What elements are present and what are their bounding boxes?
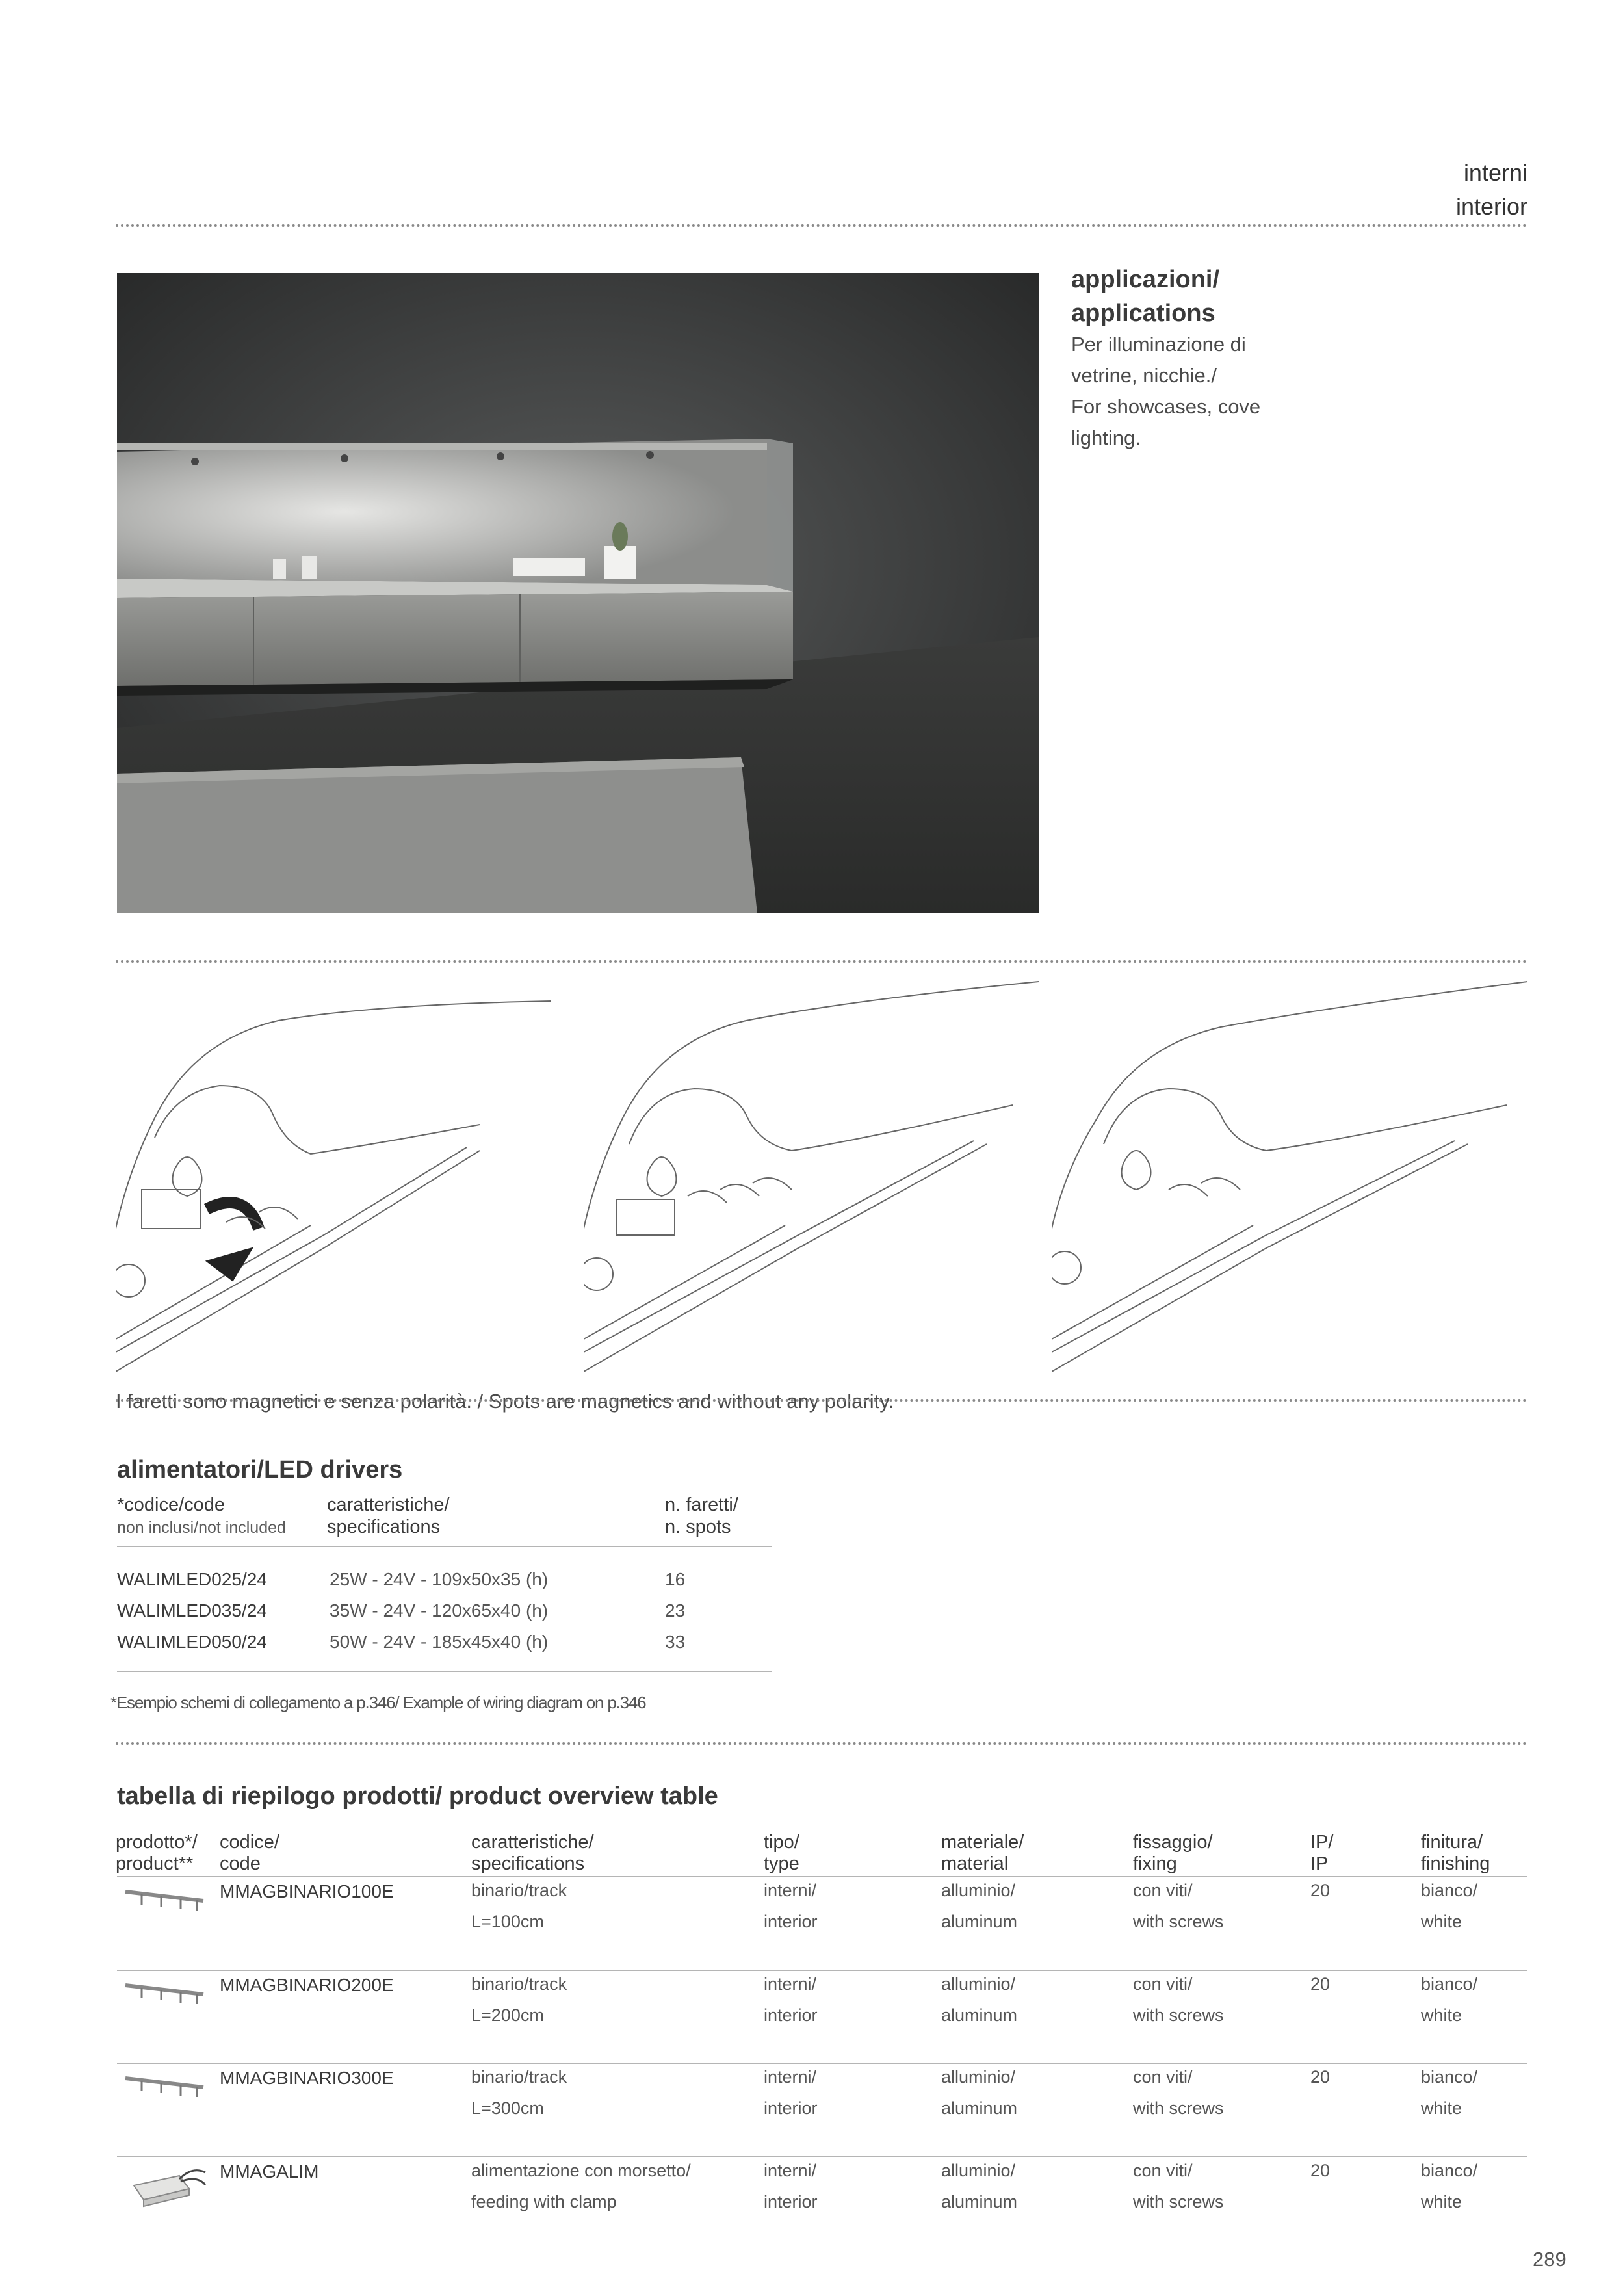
overview-header-material-it: materiale/ <box>941 1832 1024 1853</box>
product-fixing-line: with screws <box>1133 1912 1224 1931</box>
showcase-scene-image <box>117 273 1039 913</box>
applications-description <box>1071 329 1318 454</box>
page-number: 289 <box>1533 2248 1566 2271</box>
product-spec-line: feeding with clamp <box>471 2192 617 2211</box>
product-type-line: interior <box>764 2005 818 2025</box>
product-photo <box>117 273 1039 913</box>
product-type-line: interni/ <box>764 1881 817 1900</box>
product-finish <box>1421 2061 1477 2124</box>
product-type-line: interni/ <box>764 2067 817 2087</box>
drivers-header-spec-it: caratteristiche/ <box>327 1494 450 1515</box>
product-fixing <box>1133 2061 1224 2124</box>
drivers-header-spec <box>327 1494 450 1538</box>
driver-code: WALIMLED035/24 <box>117 1600 267 1621</box>
product-spec-line: L=200cm <box>471 2005 544 2025</box>
product-fixing-line: con viti/ <box>1133 2161 1193 2180</box>
overview-header-code <box>220 1832 279 1875</box>
applications-text-line: For showcases, cove <box>1071 395 1261 418</box>
track-icon <box>122 1980 207 2006</box>
product-code: MMAGALIM <box>220 2161 319 2182</box>
product-material <box>941 1875 1017 1937</box>
divider <box>116 960 1527 963</box>
overview-header-ip-en: IP <box>1310 1853 1329 1874</box>
overview-header-product-en: product** <box>116 1853 194 1874</box>
product-finish <box>1421 2155 1477 2217</box>
product-spec-line: binario/track <box>471 2067 567 2087</box>
product-fixing-line: con viti/ <box>1133 2067 1193 2087</box>
product-type-line: interior <box>764 2192 818 2211</box>
product-finish <box>1421 1875 1477 1937</box>
track-200-thumbnail <box>122 1980 207 2009</box>
product-material <box>941 2061 1017 2124</box>
product-type-line: interni/ <box>764 2161 817 2180</box>
product-spec <box>471 2061 567 2124</box>
installation-sketch-3 <box>1052 975 1520 1375</box>
product-type <box>764 2061 818 2124</box>
product-finish-line: bianco/ <box>1421 2067 1478 2087</box>
overview-header-spec-it: caratteristiche/ <box>471 1832 594 1853</box>
driver-spots: 23 <box>665 1600 686 1621</box>
product-code: MMAGBINARIO300E <box>220 2068 394 2088</box>
track-icon <box>122 1886 207 1912</box>
product-code: MMAGBINARIO200E <box>220 1975 394 1995</box>
product-finish-line: bianco/ <box>1421 1974 1478 1994</box>
product-spec-line: alimentazione con morsetto/ <box>471 2161 691 2180</box>
drivers-header-spots-it: n. faretti/ <box>665 1494 738 1515</box>
product-type-line: interior <box>764 1912 818 1931</box>
section-label <box>1456 156 1527 224</box>
overview-header-type <box>764 1832 799 1875</box>
overview-header-type-en: type <box>764 1853 799 1874</box>
driver-code: WALIMLED050/24 <box>117 1632 267 1652</box>
driver-spec: 50W - 24V - 185x45x40 (h) <box>330 1632 549 1652</box>
product-spec <box>471 1968 567 2031</box>
product-spec <box>471 2155 691 2217</box>
product-fixing-line: con viti/ <box>1133 1974 1193 1994</box>
divider <box>116 1399 1527 1402</box>
section-label-it: interni <box>1463 159 1527 186</box>
product-material <box>941 2155 1017 2217</box>
product-type-line: interni/ <box>764 1974 817 1994</box>
product-material-line: alluminio/ <box>941 2067 1016 2087</box>
drivers-header-code <box>117 1494 286 1539</box>
product-fixing <box>1133 1875 1224 1937</box>
product-finish-line: white <box>1421 2098 1462 2118</box>
driver-spots: 16 <box>665 1569 686 1589</box>
overview-header-code-it: codice/ <box>220 1832 279 1853</box>
overview-header-ip-it: IP/ <box>1310 1832 1334 1853</box>
drivers-header-spots-en: n. spots <box>665 1517 731 1537</box>
drivers-title: alimentatori/LED drivers <box>117 1456 403 1483</box>
product-material-line: aluminum <box>941 2005 1018 2025</box>
product-type <box>764 1875 818 1937</box>
overview-header-type-it: tipo/ <box>764 1832 799 1853</box>
divider <box>116 224 1527 227</box>
overview-header-spec <box>471 1832 594 1875</box>
driver-spec: 25W - 24V - 109x50x35 (h) <box>330 1569 549 1589</box>
power-feed-thumbnail <box>127 2159 212 2215</box>
drivers-header-rule <box>117 1546 772 1547</box>
overview-header-material-en: material <box>941 1853 1009 1874</box>
product-spec-line: L=100cm <box>471 1912 544 1931</box>
driver-spots: 33 <box>665 1632 686 1652</box>
overview-header-product-it: prodotto*/ <box>116 1832 198 1853</box>
applications-title-it: applicazioni/ <box>1071 266 1220 293</box>
product-finish-line: white <box>1421 2192 1462 2211</box>
divider <box>116 1742 1527 1745</box>
product-ip: 20 <box>1310 2161 1331 2180</box>
overview-header-fixing-it: fissaggio/ <box>1133 1832 1213 1853</box>
product-material-line: aluminum <box>941 2098 1018 2118</box>
product-finish-line: bianco/ <box>1421 2161 1478 2180</box>
product-material-line: aluminum <box>941 1912 1018 1931</box>
overview-header-fixing-en: fixing <box>1133 1853 1177 1874</box>
product-material-line: alluminio/ <box>941 1974 1016 1994</box>
applications-title-en: applications <box>1071 300 1215 327</box>
product-fixing-line: con viti/ <box>1133 1881 1193 1900</box>
applications-text-line: lighting. <box>1071 426 1141 449</box>
product-material <box>941 1968 1017 2031</box>
product-fixing-line: with screws <box>1133 2005 1224 2025</box>
product-fixing <box>1133 1968 1224 2031</box>
drivers-header-spec-en: specifications <box>327 1517 441 1537</box>
overview-header-ip <box>1310 1832 1333 1875</box>
drivers-header-spots <box>665 1494 738 1538</box>
product-material-line: alluminio/ <box>941 2161 1016 2180</box>
applications-text-line: vetrine, nicchie./ <box>1071 364 1217 387</box>
drivers-bottom-rule <box>117 1671 772 1672</box>
product-spec-line: binario/track <box>471 1974 567 1994</box>
overview-header-spec-en: specifications <box>471 1853 585 1874</box>
product-material-line: alluminio/ <box>941 1881 1016 1900</box>
product-fixing <box>1133 2155 1224 2217</box>
applications-title <box>1071 263 1219 330</box>
overview-header-material <box>941 1832 1024 1875</box>
product-fixing-line: with screws <box>1133 2192 1224 2211</box>
product-ip: 20 <box>1310 1974 1331 1994</box>
product-spec-line: binario/track <box>471 1881 567 1900</box>
installation-sketch-2 <box>584 975 1052 1375</box>
overview-header-code-en: code <box>220 1853 261 1874</box>
overview-title: tabella di riepilogo prodotti/ product overview table <box>117 1782 718 1810</box>
product-type-line: interior <box>764 2098 818 2118</box>
product-finish-line: bianco/ <box>1421 1881 1478 1900</box>
product-finish-line: white <box>1421 2005 1462 2025</box>
wiring-diagram-note: *Esempio schemi di collegamento a p.346/ Example of wiring diagram on p.346 <box>110 1693 646 1712</box>
product-material-line: aluminum <box>941 2192 1018 2211</box>
overview-header-fixing <box>1133 1832 1213 1875</box>
drivers-header-code-sub: non inclusi/not included <box>117 1519 286 1537</box>
product-type <box>764 2155 818 2217</box>
applications-text-line: Per illuminazione di <box>1071 333 1246 356</box>
product-spec <box>471 1875 567 1937</box>
product-ip: 20 <box>1310 2067 1331 2087</box>
product-finish <box>1421 1968 1477 2031</box>
product-finish-line: white <box>1421 1912 1462 1931</box>
overview-header-finish <box>1421 1832 1490 1875</box>
magnetic-spots-caption: I faretti sono magnetici e senza polarità. / Spots are magnetics and without any polarity. <box>116 1390 894 1413</box>
track-icon <box>122 2073 207 2099</box>
product-ip: 20 <box>1310 1881 1331 1900</box>
driver-spec: 35W - 24V - 120x65x40 (h) <box>330 1600 549 1621</box>
track-100-thumbnail <box>122 1886 207 1916</box>
product-code: MMAGBINARIO100E <box>220 1881 394 1901</box>
power-feed-icon <box>127 2159 212 2211</box>
product-fixing-line: with screws <box>1133 2098 1224 2118</box>
overview-header-finish-en: finishing <box>1421 1853 1490 1874</box>
overview-header-product <box>116 1832 198 1875</box>
overview-header-finish-it: finitura/ <box>1421 1832 1483 1853</box>
track-300-thumbnail <box>122 2073 207 2102</box>
product-type <box>764 1968 818 2031</box>
section-label-en: interior <box>1455 193 1527 220</box>
drivers-header-code-label: *codice/code <box>117 1494 226 1515</box>
driver-code: WALIMLED025/24 <box>117 1569 267 1589</box>
product-spec-line: L=300cm <box>471 2098 544 2118</box>
installation-sketch-1 <box>116 975 584 1375</box>
